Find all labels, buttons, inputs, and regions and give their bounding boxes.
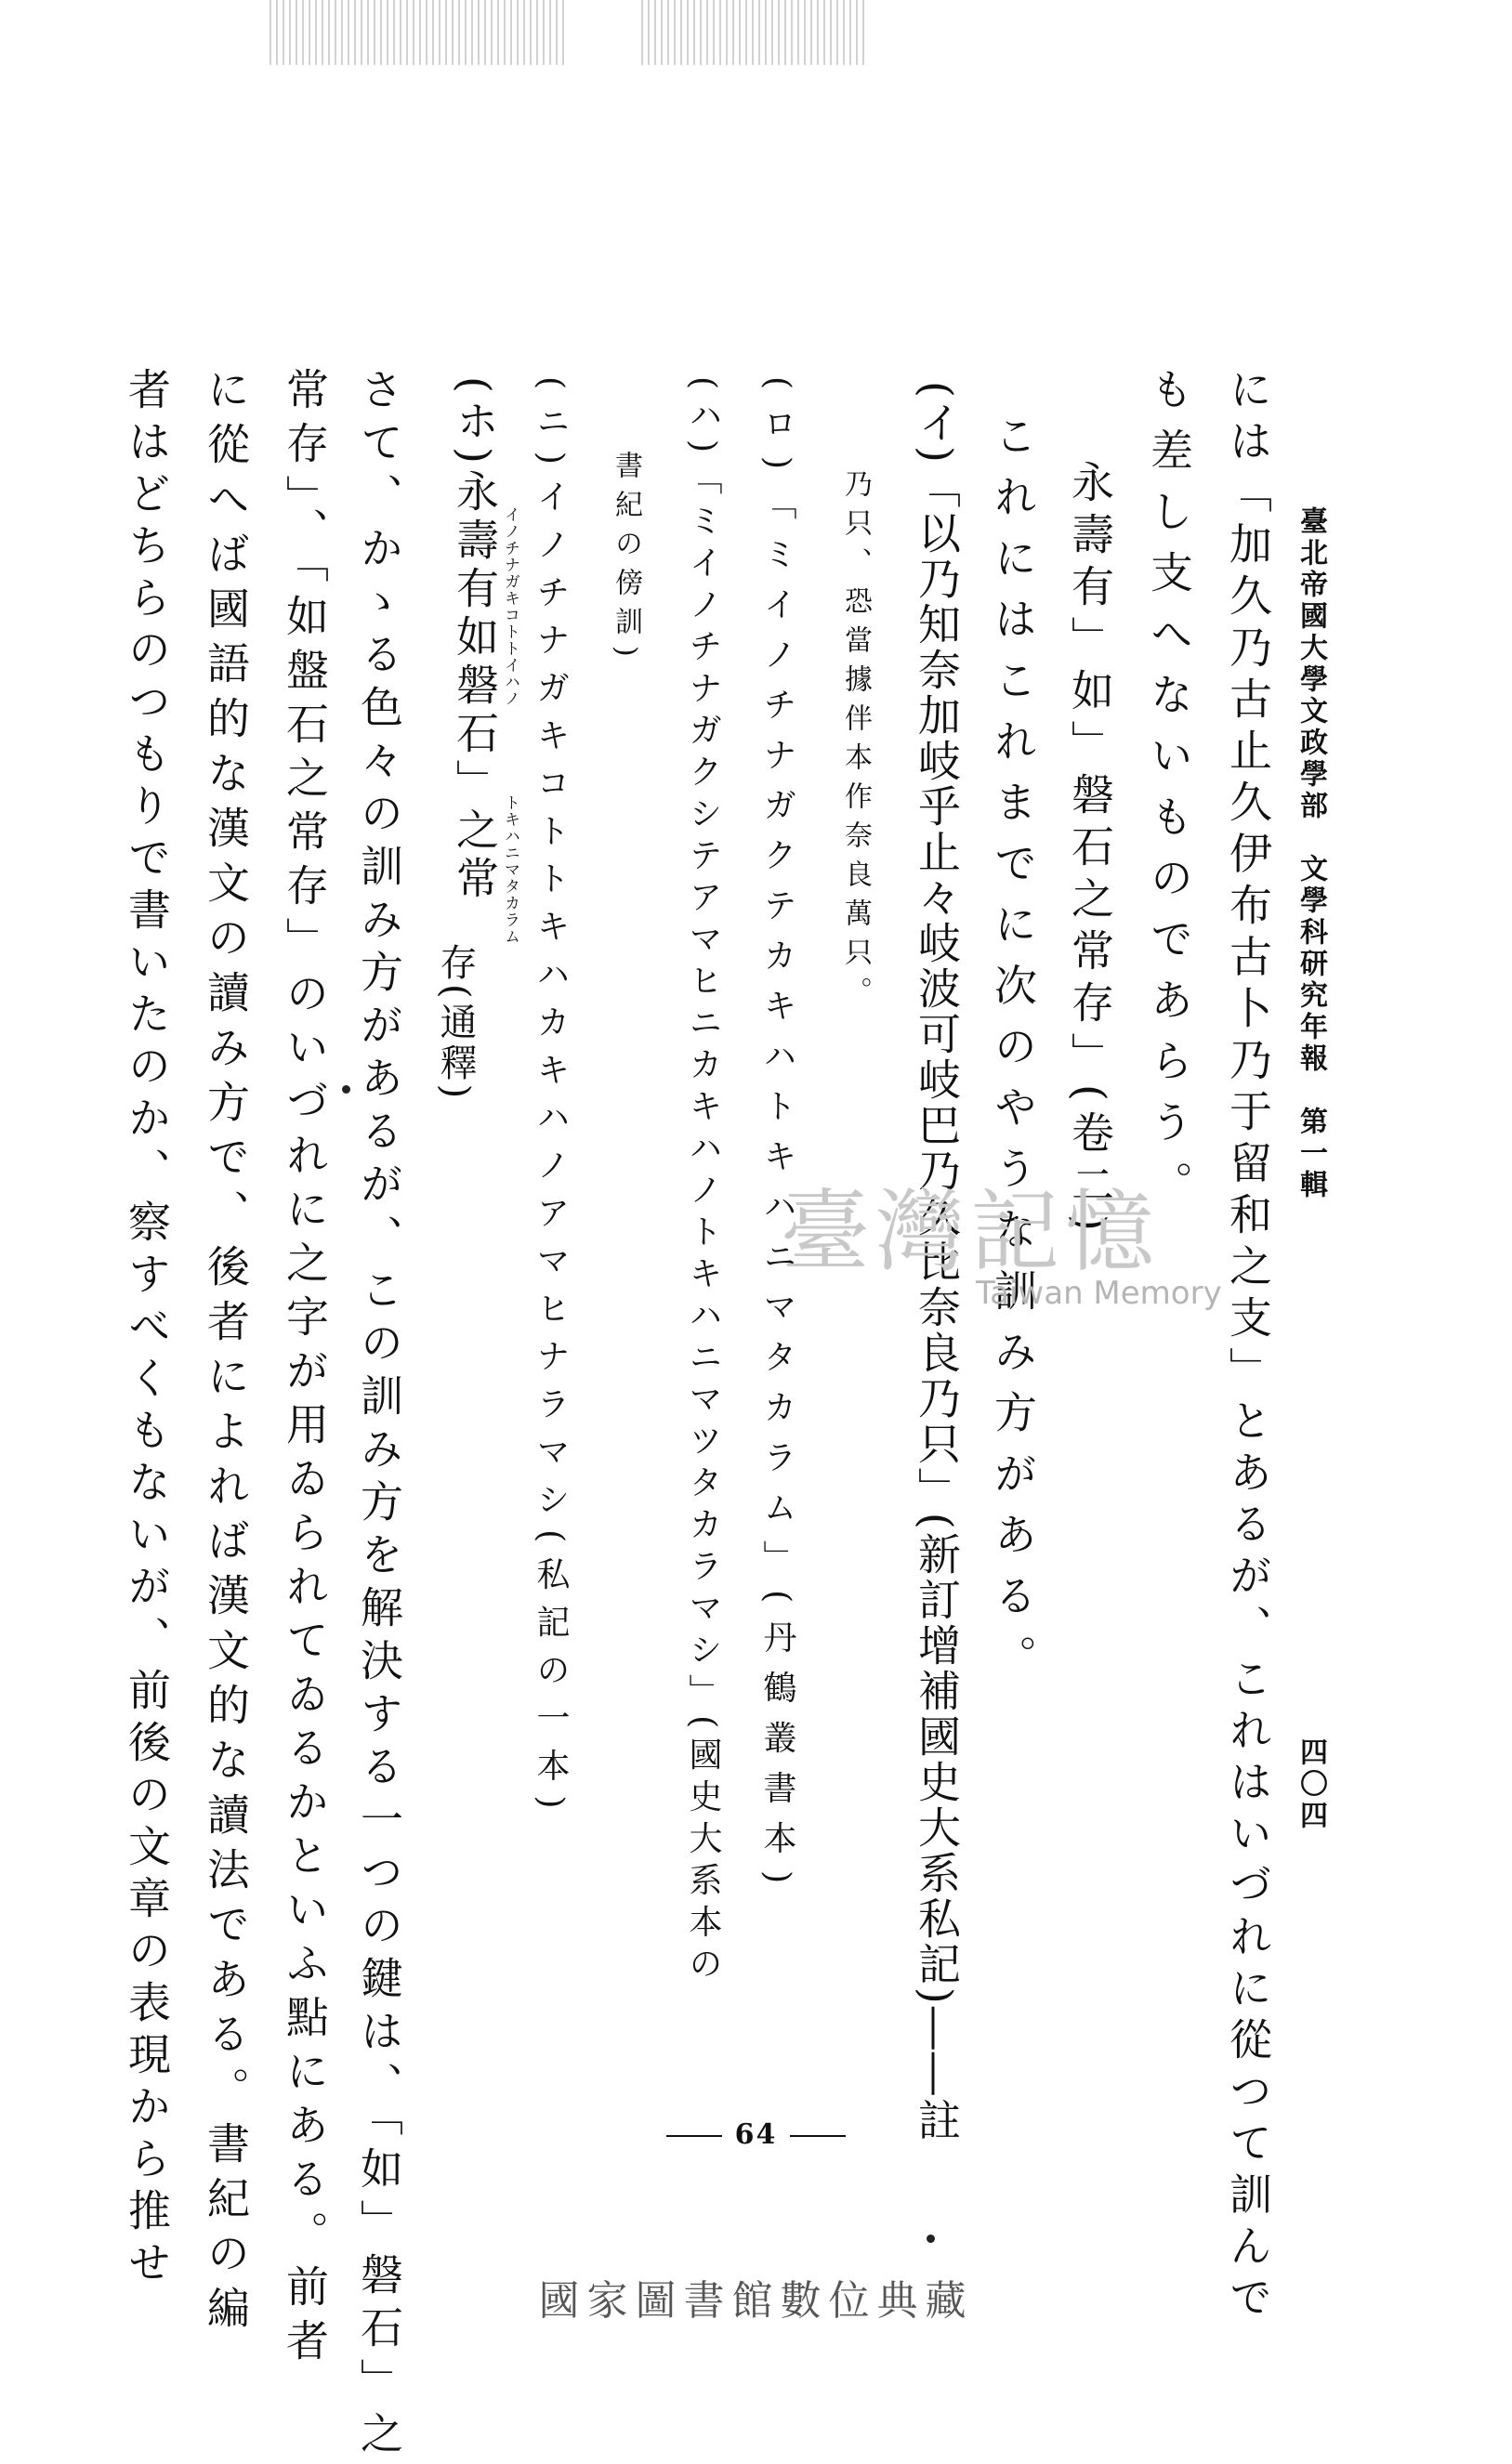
- ruby-reading-2: トキハニマタカラム: [501, 794, 519, 945]
- text-column-5: (イ)「以乃知奈加岐乎止々岐波可岐巴乃久比奈良乃只」(新訂增補國史大系私記)――註: [912, 381, 962, 2143]
- text-column-7-reading-ro: (ロ)「ミイノチナガクテカキハトキハニマタカラム」(丹鶴叢書本): [758, 376, 796, 1901]
- text-column-6-note: 乃只、恐當據伴本作奈良萬只。: [839, 469, 872, 1016]
- watermark-en: Taiwan Memory: [976, 1275, 1222, 1312]
- text-column-11-reading-ho: (ホ)永壽有如磐石」之常: [450, 376, 500, 904]
- page-number-rule-right: [790, 2135, 846, 2137]
- text-column-12: さて、かゝる色々の訓み方があるが、この訓み方を解決する一つの鍵は、「如」磐石」之: [354, 367, 404, 2464]
- page-number-rule-left: [666, 2135, 722, 2137]
- ink-dot: [342, 1085, 350, 1094]
- text-column-14: に從へば國語的な漢文の讀み方で、後者によれば漢文的な讀法である。書紀の編: [201, 367, 251, 2340]
- ink-dot: [927, 2235, 935, 2243]
- text-column-4: これにはこれまでに次のやうな訓み方がある。: [988, 413, 1038, 1696]
- ruby-reading-1: イノチナガキコトトイハノ: [501, 506, 519, 707]
- page-number-value: 64: [734, 2118, 778, 2151]
- scan-noise-right: [641, 0, 864, 65]
- page-number: [0, 2118, 1512, 2151]
- library-collection-mark: 國家圖書館數位典藏: [538, 2277, 974, 2325]
- running-header-page-number: 四〇四: [1295, 1737, 1327, 1832]
- scan-noise-left: [270, 0, 567, 65]
- watermark-cjk: 臺灣記憶: [781, 1180, 1160, 1284]
- text-column-2: も差し支へないものであらう。: [1144, 367, 1194, 1222]
- text-column-3: 永壽有」如」磐石之常存」(卷二): [1065, 460, 1115, 1240]
- running-header-title: 臺北帝國大學文政學部 文學科研究年報 第一輯: [1295, 506, 1327, 1201]
- text-column-15: 者はどちらのつもりで書いたのか、察すべくもないが、前後の文章の表現から推せ: [122, 367, 172, 2292]
- text-column-13: 常存」、「如盤石之常存」のいづれに之字が用ゐられてゐるかといふ點にある。前者: [280, 367, 330, 2372]
- text-column-9-note: 書紀の傍訓): [610, 451, 642, 668]
- text-column-1: には「加久乃古止久伊布古卜乃于留和之支」とあるが、これはいづれに從つて訓んで: [1223, 367, 1273, 2326]
- text-column-8-reading-ha: (ハ)「ミイノチナガクシテアマヒニカキハノトキハニマツタカラマシ」(國史大系本の: [684, 376, 722, 1988]
- text-column-10-reading-ni: (ニ)イノチナガキコトトキハカキハノアマヒナラマシ(私記の一本): [532, 376, 570, 1823]
- text-column-11-continuation: 存(通釋): [434, 943, 477, 1103]
